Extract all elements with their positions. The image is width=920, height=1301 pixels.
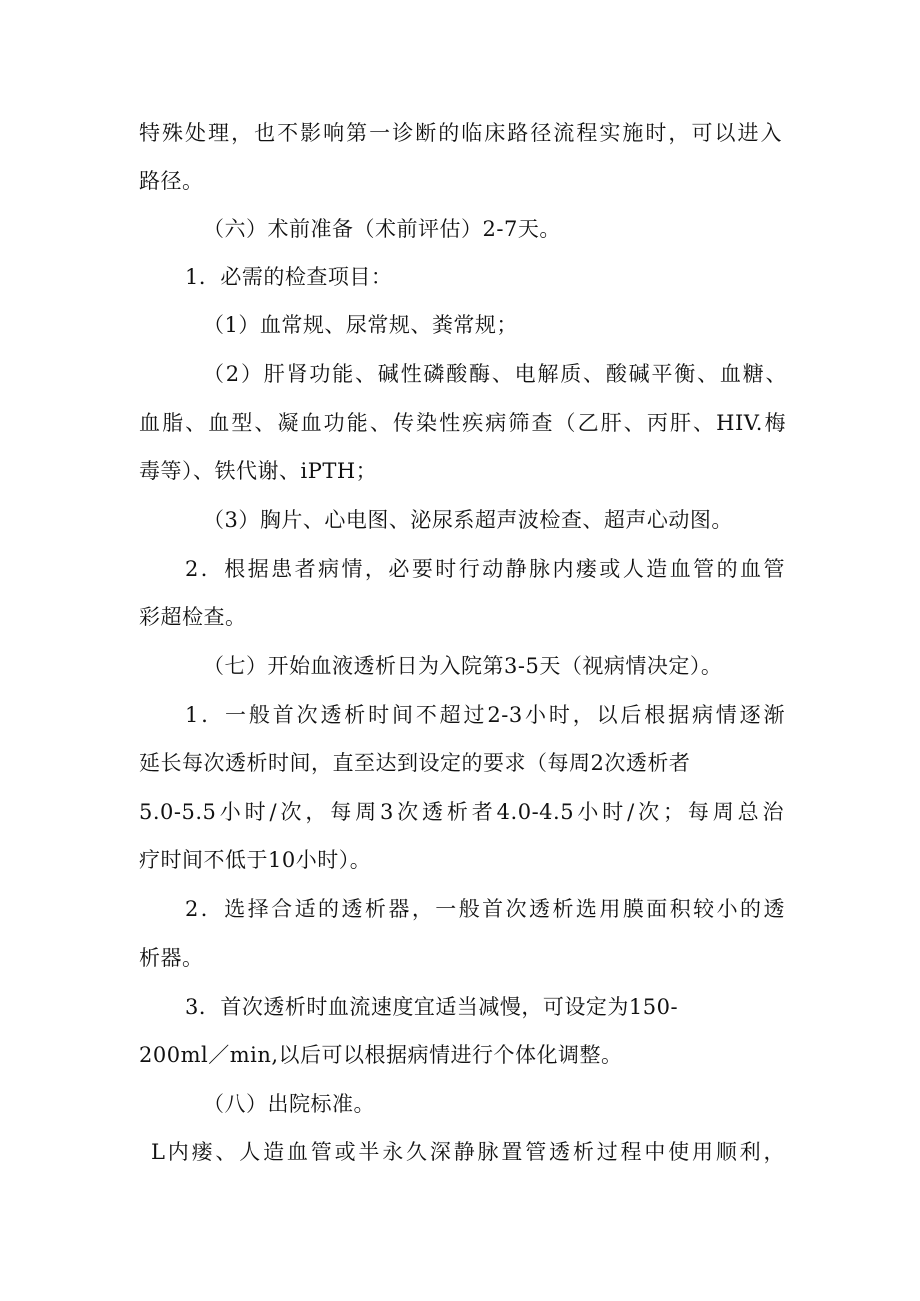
text-line: 血脂、血型、凝血功能、传染性疾病筛查（乙肝、丙肝、HIV.梅 xyxy=(139,411,786,435)
text-line: 200ml／min,以后可以根据病情进行个体化调整。 xyxy=(139,1043,623,1067)
text-line: 延长每次透析时间，直至达到设定的要求（每周2次透析者 xyxy=(139,751,691,775)
text-line: 毒等）、铁代谢、iPTH； xyxy=(139,459,378,483)
text-line: 特殊处理，也不影响第一诊断的临床路径流程实施时，可以进入 xyxy=(139,121,782,145)
text-line: 路径。 xyxy=(139,169,204,193)
text-line: （3）胸片、心电图、泌尿系超声波检查、超声心动图。 xyxy=(203,508,733,532)
text-line: （2）肝肾功能、碱性磷酸酶、电解质、酸碱平衡、血糖、 xyxy=(203,362,787,386)
text-line: L内瘘、人造血管或半永久深静脉置管透析过程中使用顺利， xyxy=(151,1140,785,1164)
text-line: 2．根据患者病情，必要时行动静脉内瘘或人造血管的血管 xyxy=(185,557,785,581)
text-line: 疗时间不低于10小时）。 xyxy=(139,848,372,872)
text-line: 3．首次透析时血流速度宜适当减慢，可设定为150- xyxy=(185,995,679,1019)
text-line: 析器。 xyxy=(139,946,204,970)
text-line: 5.0-5.5小时/次，每周3次透析者4.0-4.5小时/次；每周总治 xyxy=(139,800,784,824)
text-line: 2．选择合适的透析器，一般首次透析选用膜面积较小的透 xyxy=(185,897,785,921)
section-heading: （七）开始血液透析日为入院第3-5天（视病情决定）。 xyxy=(203,654,723,678)
section-heading: （六）术前准备（术前评估）2-7天。 xyxy=(203,217,561,241)
text-line: （1）血常规、尿常规、粪常规； xyxy=(203,313,518,337)
text-line: 彩超检查。 xyxy=(139,605,247,629)
text-line: 1．必需的检查项目： xyxy=(185,265,393,289)
text-line: 1．一般首次透析时间不超过2-3小时，以后根据病情逐渐 xyxy=(185,703,785,727)
section-heading: （八）出院标准。 xyxy=(203,1092,375,1116)
